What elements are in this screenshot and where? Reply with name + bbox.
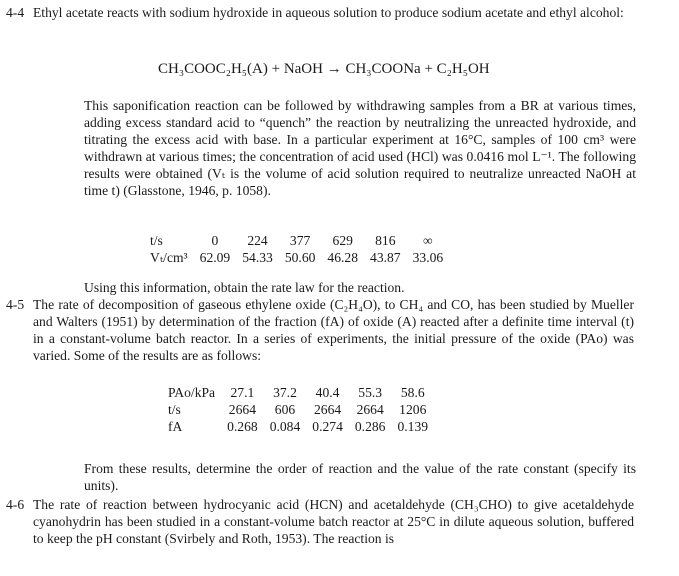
table-cell: ∞ xyxy=(423,233,433,248)
table-row xyxy=(150,249,449,266)
table-cell: 0.274 xyxy=(312,419,343,434)
table-cell: 0.084 xyxy=(269,419,301,434)
table-cell: 55.3 xyxy=(358,385,383,400)
table-cell: 1206 xyxy=(399,402,427,417)
row-label: fA xyxy=(168,419,183,434)
table-cell: 62.09 xyxy=(199,250,231,265)
problem-text: The rate of reaction between hydrocyanic acid (HCN) and acetaldehyde (CH₃CHO) to give acetaldehyde cyanohydrin has been studied in a constant-volume batch reactor at 25°C in dilute aqueous solution, buffered to keep the pH constant (Svirbely and Roth, 1953). The reaction is xyxy=(33,497,634,546)
table-cell: 50.60 xyxy=(284,250,316,265)
problem-4-5-closing: From these results, determine the order of reaction and the value of the rate constant (specify its units). xyxy=(84,461,636,493)
table-cell: 224 xyxy=(247,233,268,248)
reaction-equation: CH₃COOC₂H₅(A) + NaOH → CH₃COONa + C₂H₅OH xyxy=(158,61,490,77)
data-table-4-5 xyxy=(168,384,434,435)
problem-4-5 xyxy=(6,296,634,364)
table-cell: 816 xyxy=(375,233,396,248)
table-cell: 0.286 xyxy=(354,419,386,434)
table-cell: 606 xyxy=(274,402,296,417)
row-label: t/s xyxy=(168,402,181,417)
table-cell: 2664 xyxy=(356,402,384,417)
row-label: t/s xyxy=(150,233,163,248)
table-cell: 46.28 xyxy=(327,250,359,265)
table-row xyxy=(168,401,434,418)
table-cell: 54.33 xyxy=(242,250,273,265)
table-cell: 629 xyxy=(332,233,353,248)
table-cell: 40.4 xyxy=(315,385,340,400)
table-cell: 0.268 xyxy=(227,419,258,434)
table-cell: 33.06 xyxy=(412,250,444,265)
table-row xyxy=(168,384,434,401)
table-cell: 0 xyxy=(211,233,219,248)
problem-4-6 xyxy=(6,496,634,547)
problem-intro: Ethyl acetate reacts with sodium hydroxide in aqueous solution to produce sodium acetate and ethyl alcohol: xyxy=(33,5,624,20)
problem-number: 4-6 xyxy=(6,497,25,512)
table-row xyxy=(168,418,434,435)
table-cell: 0.139 xyxy=(397,419,429,434)
problem-number: 4-4 xyxy=(6,5,25,20)
table-cell: 377 xyxy=(289,233,311,248)
row-label: PAo/kPa xyxy=(168,385,216,400)
problem-text: The rate of decomposition of gaseous ethylene oxide (C₂H₄O), to CH₄ and CO, has been studied by Mueller and Walters (1951) by determination of the fraction (fA) of oxide (A) reacted after a definite time interval (t) in a constant-volume batch reactor. In a series of experiments, the initial pressure of the oxide (PAo) was varied. Some of the results are as follows: xyxy=(33,297,634,363)
row-label: Vₜ/cm³ xyxy=(150,250,188,265)
data-table-4-4 xyxy=(150,232,449,266)
table-cell: 37.2 xyxy=(273,385,297,400)
table-cell: 58.6 xyxy=(400,385,425,400)
problem-number: 4-5 xyxy=(6,297,25,312)
problem-4-4 xyxy=(6,4,634,21)
table-cell: 43.87 xyxy=(370,250,401,265)
problem-4-4-paragraph: This saponification reaction can be followed by withdrawing samples from a BR at various times, adding excess standard acid to “quench” the reaction by neutralizing the unreacted hydroxide, and titrating the excess acid with base. In a particular experiment at 16°C, samples of 100 cm³ were withdrawn at various times; the concentration of acid used (HCl) was 0.0416 mol L⁻¹. The following results were obtained (Vₜ is the volume of acid solution required to neutralize unreacted NaOH at time t) (Glasstone, 1946, p. 1058). xyxy=(84,98,636,198)
problem-4-4-closing: Using this information, obtain the rate law for the reaction. xyxy=(84,280,405,295)
table-cell: 2664 xyxy=(313,402,342,417)
table-cell: 2664 xyxy=(228,402,256,417)
table-row xyxy=(150,232,449,249)
table-cell: 27.1 xyxy=(230,385,255,400)
